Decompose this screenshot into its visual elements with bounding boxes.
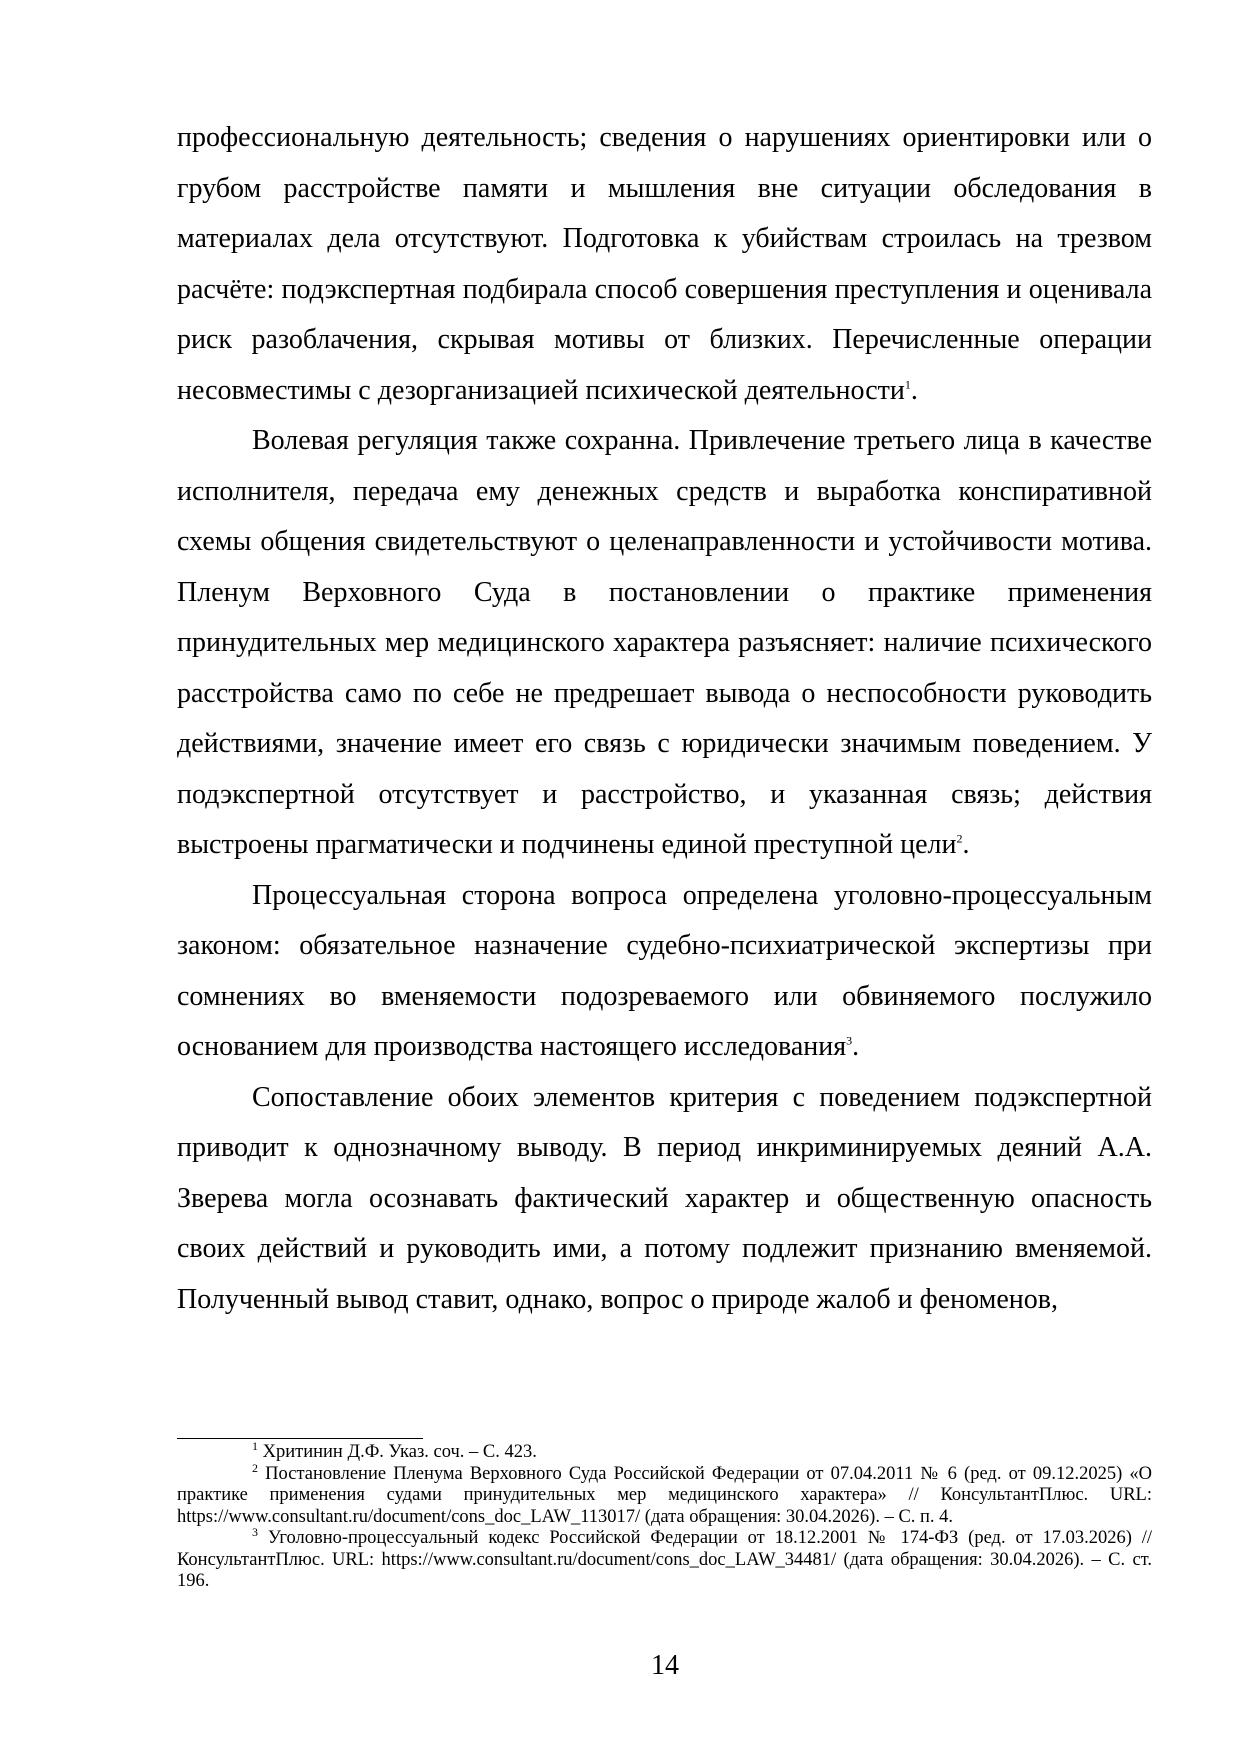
footnote-number: 2 [252,1460,258,1475]
page-number: 14 [651,1650,679,1681]
body-text [177,113,1152,1325]
paragraph-end: . [910,374,918,406]
footnote-reference-3[interactable]: 3 [846,1033,853,1048]
footnote-3 [177,1524,1153,1593]
paragraph-text: профессиональную деятельность; сведения о нарушениях ориентировки или о грубом расстройстве памяти и мышления вне ситуации обследования в материалах дела отсутствуют. Подготовка к убийствам строилась на трезвом расчёте: подэкспертная подбирала способ совершения преступления и оценивала риск разоблачения, скрывая мотивы от близких. Перечисленные операции несовместимы с дезорганизацией психической деятельности [177,122,1152,406]
paragraph-2 [177,416,1152,871]
paragraph-4 [177,1073,1152,1326]
footnote-number: 3 [252,1524,258,1539]
footnote-2 [177,1460,1153,1529]
paragraph-end: . [852,1031,860,1062]
paragraph-end: . [962,829,970,860]
paragraph-1 [177,113,1152,416]
footnote-text: Хритинин Д.Ф. Указ. соч. – С. 423. [262,1442,537,1462]
footnote-text: Постановление Пленума Верховного Суда Российской Федерации от 07.04.2011 № 6 (ред. от 09.12.2025) «О практике применения судами принудительных мер медицинского характера» // КонсультантПлюс. URL: https://www.consultant.ru/document/cons_doc_LAW_113017/ (дата обращения: 30.04.2026). – С. п. 4. [177,1463,1153,1527]
paragraph-text: Процессуальная сторона вопроса определена уголовно-процессуальным законом: обязательное назначение судебно-психиатрической экспертизы при сомнениях во вменяемости подозреваемого или обвиняемого послужило основанием для производства настоящего исследования [177,879,1152,1062]
paragraph-3 [177,871,1152,1073]
footnote-text: Уголовно-процессуальный кодекс Российской Федерации от 18.12.2001 № 174-ФЗ (ред. от 17.03.2026) // КонсультантПлюс. URL: https://www.consultant.ru/document/cons_doc_LAW_34481/ (дата обращения: 30.04.2026). – С. ст. 196. [177,1528,1153,1591]
footnotes [177,1438,1153,1593]
footnote-reference-2[interactable]: 2 [956,831,963,846]
footnote-separator [177,1438,423,1439]
footnote-number: 1 [252,1438,258,1453]
paragraph-text: Волевая регуляция также сохранна. Привлечение третьего лица в качестве исполнителя, передача ему денежных средств и выработка конспиративной схемы общения свидетельствуют о целенаправленности и устойчивости мотива. Пленум Верховного Суда в постановлении о практике применения принудительных мер медицинского характера разъясняет: наличие психического расстройства само по себе не предрешает вывода о неспособности руководить действиями, значение имеет его связь с юридически значимым поведением. У подэкспертной отсутствует и расстройство, и указанная связь; действия выстроены прагматически и подчинены единой преступной цели [177,425,1152,860]
footnote-reference-1[interactable]: 1 [904,377,911,392]
footnote-1 [177,1438,1152,1464]
paragraph-text: Сопоставление обоих элементов критерия с поведением подэкспертной приводит к однозначному выводу. В период инкриминируемых деяний А.А. Зверева могла осознавать фактический характер и общественную опасность своих действий и руководить ими, а потому подлежит признанию вменяемой. Полученный вывод ставит, однако, вопрос о природе жалоб и феноменов, [177,1081,1152,1315]
